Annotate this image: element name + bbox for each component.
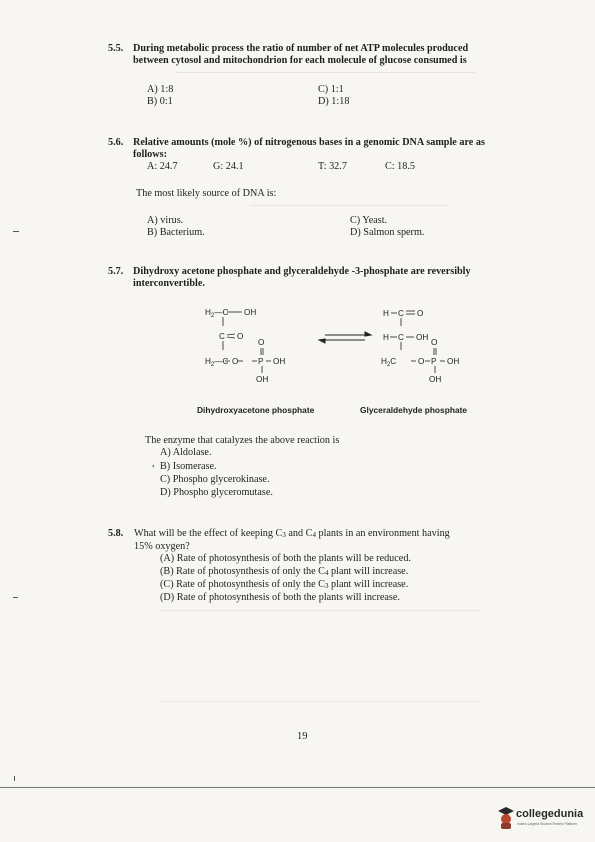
option-text-part: plant will increase. (328, 579, 409, 590)
svg-text:H2—C: $H_2—C$ (205, 357, 229, 368)
logo-mascot-icon (498, 807, 514, 829)
option-c (160, 579, 408, 591)
question-text-part: plants in an environment having (315, 528, 450, 539)
margin-mark (13, 231, 19, 232)
question-number: 5.7. (108, 266, 124, 277)
base-t: T: 32.7 (318, 161, 347, 172)
subscript: 3 (324, 582, 329, 590)
svg-text:O: O (417, 309, 424, 318)
svg-text:C: C (219, 332, 225, 341)
svg-text:H2C: $H_2C$ (381, 357, 397, 368)
svg-text:P: P (258, 357, 264, 366)
margin-mark (13, 597, 18, 598)
option-c: C) 1:1 (318, 84, 344, 95)
option-d: (D) Rate of photosynthesis of both the plants will increase. (160, 592, 400, 603)
bleed-through-text (160, 610, 480, 702)
stray-mark: , (152, 458, 155, 469)
option-text-part: (C) Rate of photosynthesis of only the C (160, 579, 325, 590)
question-text: interconvertible. (133, 278, 205, 289)
option-b: B) Bacterium. (147, 227, 205, 238)
option-a: (A) Rate of photosynthesis of both the plants will be reduced. (160, 553, 411, 564)
svg-text:C: C (398, 333, 404, 342)
svg-text:OH: OH (447, 357, 460, 366)
question-text: Relative amounts (mole %) of nitrogenous bases in a genomic DNA sample are as (133, 137, 485, 148)
right-compound-label: Glyceraldehyde phosphate (360, 405, 468, 415)
question-text: During metabolic process the ratio of number of net ATP molecules produced (133, 43, 469, 54)
option-b: B) Isomerase. (160, 461, 217, 472)
collegedunia-logo[interactable] (498, 805, 594, 835)
logo-wordmark: collegedunia (516, 808, 584, 820)
subscript: 4 (312, 531, 316, 539)
option-d: D) Phospho glyceromutase. (160, 487, 273, 498)
svg-text:OH: OH (273, 357, 286, 366)
question-text-part: What will be the effect of keeping C (134, 528, 283, 539)
svg-text:H2—C: $H_2—C$ (205, 308, 229, 319)
svg-text:OH: OH (416, 333, 429, 342)
option-d: D) Salmon sperm. (350, 227, 425, 238)
svg-text:O: O (258, 338, 265, 347)
base-g: G: 24.1 (213, 161, 244, 172)
margin-mark (14, 776, 15, 781)
option-text-part: plant will increase. (328, 566, 409, 577)
question-text: Dihydroxy acetone phosphate and glyceraldehyde -3-phosphate are reversibly (133, 266, 471, 277)
question-text: between cytosol and mitochondrion for each molecule of glucose consumed is (133, 55, 467, 66)
subscript: 3 (282, 531, 286, 539)
svg-text:H: H (383, 309, 389, 318)
question-prompt: The enzyme that catalyzes the above reaction is (145, 435, 340, 446)
option-b: B) 0:1 (147, 96, 173, 107)
question-number: 5.8. (108, 528, 124, 539)
option-b (160, 566, 408, 578)
scan-edge-line (0, 787, 595, 788)
option-c: C) Phospho glycerokinase. (160, 474, 270, 485)
option-c: C) Yeast. (350, 215, 388, 226)
svg-text:O: O (418, 357, 425, 366)
reaction-diagram (195, 300, 505, 400)
reversible-arrow-icon (319, 332, 371, 343)
question-number: 5.6. (108, 137, 124, 148)
svg-text:O: O (237, 332, 244, 341)
question-text: 15% oxygen? (134, 541, 190, 552)
svg-text:O: O (431, 338, 438, 347)
svg-text:OH: OH (429, 375, 442, 384)
question-prompt: The most likely source of DNA is: (136, 188, 277, 199)
question-5-5 (108, 43, 528, 66)
svg-text:C: C (398, 309, 404, 318)
left-compound-label: Dihydroxyacetone phosphate (197, 405, 315, 415)
base-a: A: 24.7 (147, 161, 178, 172)
svg-text:OH: OH (256, 375, 269, 384)
svg-text:OH: OH (244, 308, 257, 317)
subscript: 4 (324, 569, 329, 577)
question-number: 5.5. (108, 43, 124, 54)
svg-text:H: H (383, 333, 389, 342)
page-number: 19 (297, 731, 308, 742)
option-d: D) 1:18 (318, 96, 350, 107)
svg-text:P: P (431, 357, 437, 366)
question-text: follows: (133, 149, 167, 160)
option-a: A) 1:8 (147, 84, 174, 95)
svg-text:O: O (232, 357, 239, 366)
question-text-part: and C (285, 528, 313, 539)
option-a: A) virus. (147, 215, 184, 226)
base-c: C: 18.5 (385, 161, 416, 172)
option-a: A) Aldolase. (160, 447, 212, 458)
option-text-part: (B) Rate of photosynthesis of only the C (160, 566, 325, 577)
logo-tagline: India's Largest Student Review Platform (517, 822, 578, 826)
question-text (134, 528, 450, 540)
